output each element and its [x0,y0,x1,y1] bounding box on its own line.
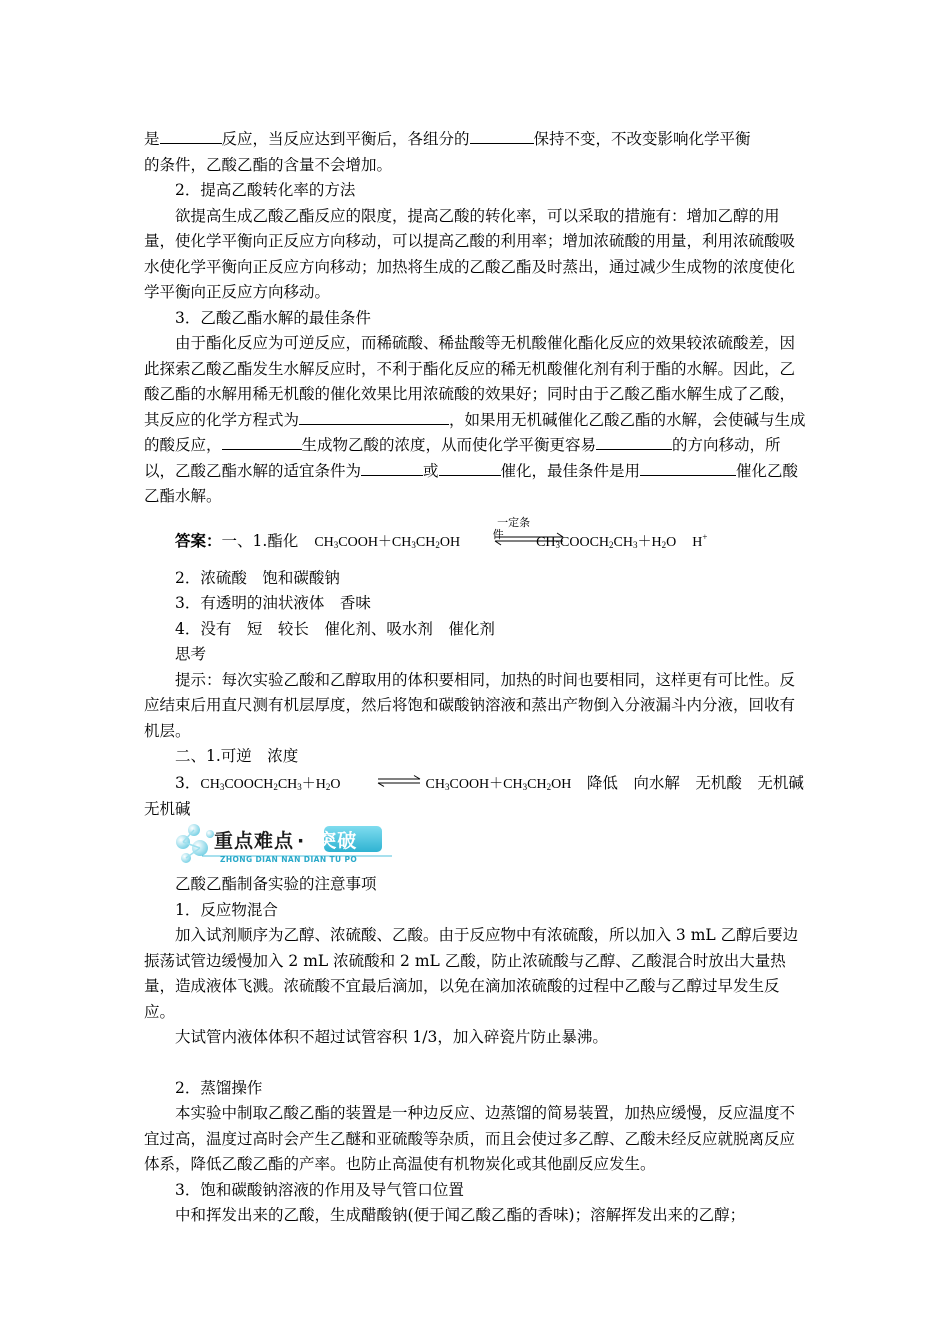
text-span: 重点难点 [214,830,295,852]
heading-distillation: 2．蒸馏操作 [175,1078,263,1097]
fill-blank [596,434,672,450]
text-span: H [692,535,703,550]
text-span: 是 [144,130,160,148]
hydrolysis-reactants-formula: $CH_3COOCH_2CH_3+H_2O$ [200,776,341,792]
text-span: + [702,532,708,542]
section-title: 乙酸乙酯制备实验的注意事项 [175,875,377,893]
key-points-banner [174,820,396,866]
hint-paragraph: 提示：每次实验乙酸和乙醇取用的体积要相同，加热的时间也要相同，这样更有可比性。反应结束后用直尺测有机层厚度，然后将饱和碳酸钠溶液和蒸出产物倒入分液漏斗内分液，回收有机层。 [144,670,796,740]
heading-mixing: 1．反应物混合 [175,900,278,919]
reactants-formula: $CH_3COOH+CH_3CH_2OH$ [314,535,461,550]
answers-section [144,516,820,823]
text-span: 一、1.酯化 [221,532,299,550]
reversible-arrow-icon [462,516,534,548]
paragraph-volume: 大试管内液体体积不超过试管容积 1/3，加入碎瓷片防止暴沸。 [175,1028,608,1046]
intro-line [144,127,809,153]
banner-pinyin: ZHONG DIAN NAN DIAN TU PO [220,855,358,864]
text-span: 催化，最佳条件是用 [500,461,641,480]
catalyst-formula [692,532,708,550]
text-span: 突破 [317,830,358,852]
text-span: 降低 向水解 无机酸 无机碱 无机碱 [144,773,820,818]
fill-blank [361,460,423,476]
answer-line-b1: 二、1.可逆 浓度 [175,747,299,765]
heading-hydrolysis: 3．乙酸乙酯水解的最佳条件 [175,308,371,327]
hydrolysis-products-formula: $CH_3COOH+CH_3CH_2OH$ [425,776,572,792]
fill-blank [299,409,449,425]
fill-blank [640,460,736,476]
fill-blank [160,128,222,144]
text-span: 生成物乙酸的浓度，从而使化学平衡更容易 [301,436,597,454]
reaction-condition: 一定条件 [492,516,531,541]
answer-line-2: 2．浓硫酸 饱和碳酸钠 [175,568,340,587]
answer-line-1 [144,516,809,556]
top-section [144,127,809,510]
paragraph-conversion: 欲提高生成乙酸乙酯反应的限度，提高乙酸的转化率，可以采取的措施有：增加乙醇的用量，使化学平衡向正反应方向移动，可以提高乙酸的利用率；增加浓硫酸的用量，利用浓硫酸吸水使化学平衡向正反应方向移动；加热将生成的乙酸乙酯及时蒸出，通过减少生成物的浓度使化学平衡向正反应方向移动。 [144,206,796,301]
text-span: 或 [423,461,439,480]
text-span: 催化乙酸乙酯水解。 [144,461,799,505]
text-span: · [297,830,306,852]
text-span: 保持不变，不改变影响化学平衡 [533,130,751,148]
text-span: ，如果用无机碱催化乙酸乙酯的水解，会使碱与生成的酸反应， [144,410,806,454]
heading-conversion: 2．提高乙酸转化率的方法 [175,181,356,199]
answer-line-4: 4．没有 短 较长 催化剂、吸水剂 催化剂 [175,619,495,638]
paragraph-mixing: 加入试剂顺序为乙醇、浓硫酸、乙酸。由于反应物中有浓硫酸，所以加入 3 mL 乙醇后要边振荡试管边缓慢加入 2 mL 浓硫酸和 2 mL 乙酸，防止浓硫酸与乙醇、乙酸混合时放出大量热量，造成液体飞溅。浓硫酸不宜最后滴加，以免在滴加浓硫酸的过程中乙酸与乙醇过早发生反应。 [144,926,799,1021]
answer-line-b3: 3．$CH_3COOCH_2CH_3+H_2O$ $CH_3COOH+CH_3CH_2OH$ 降低 向水解 无机酸 无机碱 无机碱 [144,770,809,823]
answers-label: 答案： [175,531,222,550]
banner-title [214,826,357,853]
fill-blank [439,460,501,476]
answer-line-3: 3．有透明的油状液体 香味 [175,594,371,612]
text-span: 反应，当反应达到平衡后，各组分的 [221,130,470,148]
text-span: 由于酯化反应为可逆反应，而稀硫酸、稀盐酸等无机酸催化酯化反应的效果较浓硫酸差，因此探索乙酸乙酯发生水解反应时，不利于酯化反应的稀无机酸催化剂有利于酯的水解。因此，乙酸乙酯的水解用稀无机酸的催化效果比用浓硫酸的效果好；同时由于乙酸乙酯水解生成了乙酸，其反应的化学方程式为 [144,334,796,429]
text-span: 的方向移动，所以，乙酸乙酯水解的适宜条件为 [144,436,781,480]
products-formula: $CH_3COOCH_2CH_3+H_2O$ [536,535,677,550]
fill-blank [470,128,534,144]
heading-sodium-carbonate: 3．饱和碳酸钠溶液的作用及导气管口位置 [175,1180,464,1199]
notes-section [144,872,809,1229]
intro-line-2: 的条件，乙酸乙酯的含量不会增加。 [144,155,393,174]
paragraph-sodium-carbonate: 中和挥发出来的乙酸，生成醋酸钠(便于闻乙酸乙酯的香味)；溶解挥发出来的乙醇； [175,1206,746,1224]
paragraph-hydrolysis [144,331,809,510]
paragraph-distillation: 本实验中制取乙酸乙酯的装置是一种边反应、边蒸馏的简易装置，加热应缓慢，反应温度不宜过高，温度过高时会产生乙醚和亚硫酸等杂质，而且会使过多乙醇、乙酸未经反应就脱离反应体系，降低乙酸乙酯的产率。也防止高温使有机物炭化或其他副反应发生。 [144,1104,796,1173]
think-heading: 思考 [175,645,207,663]
fill-blank [222,434,302,450]
reversible-arrow-icon [345,770,422,796]
